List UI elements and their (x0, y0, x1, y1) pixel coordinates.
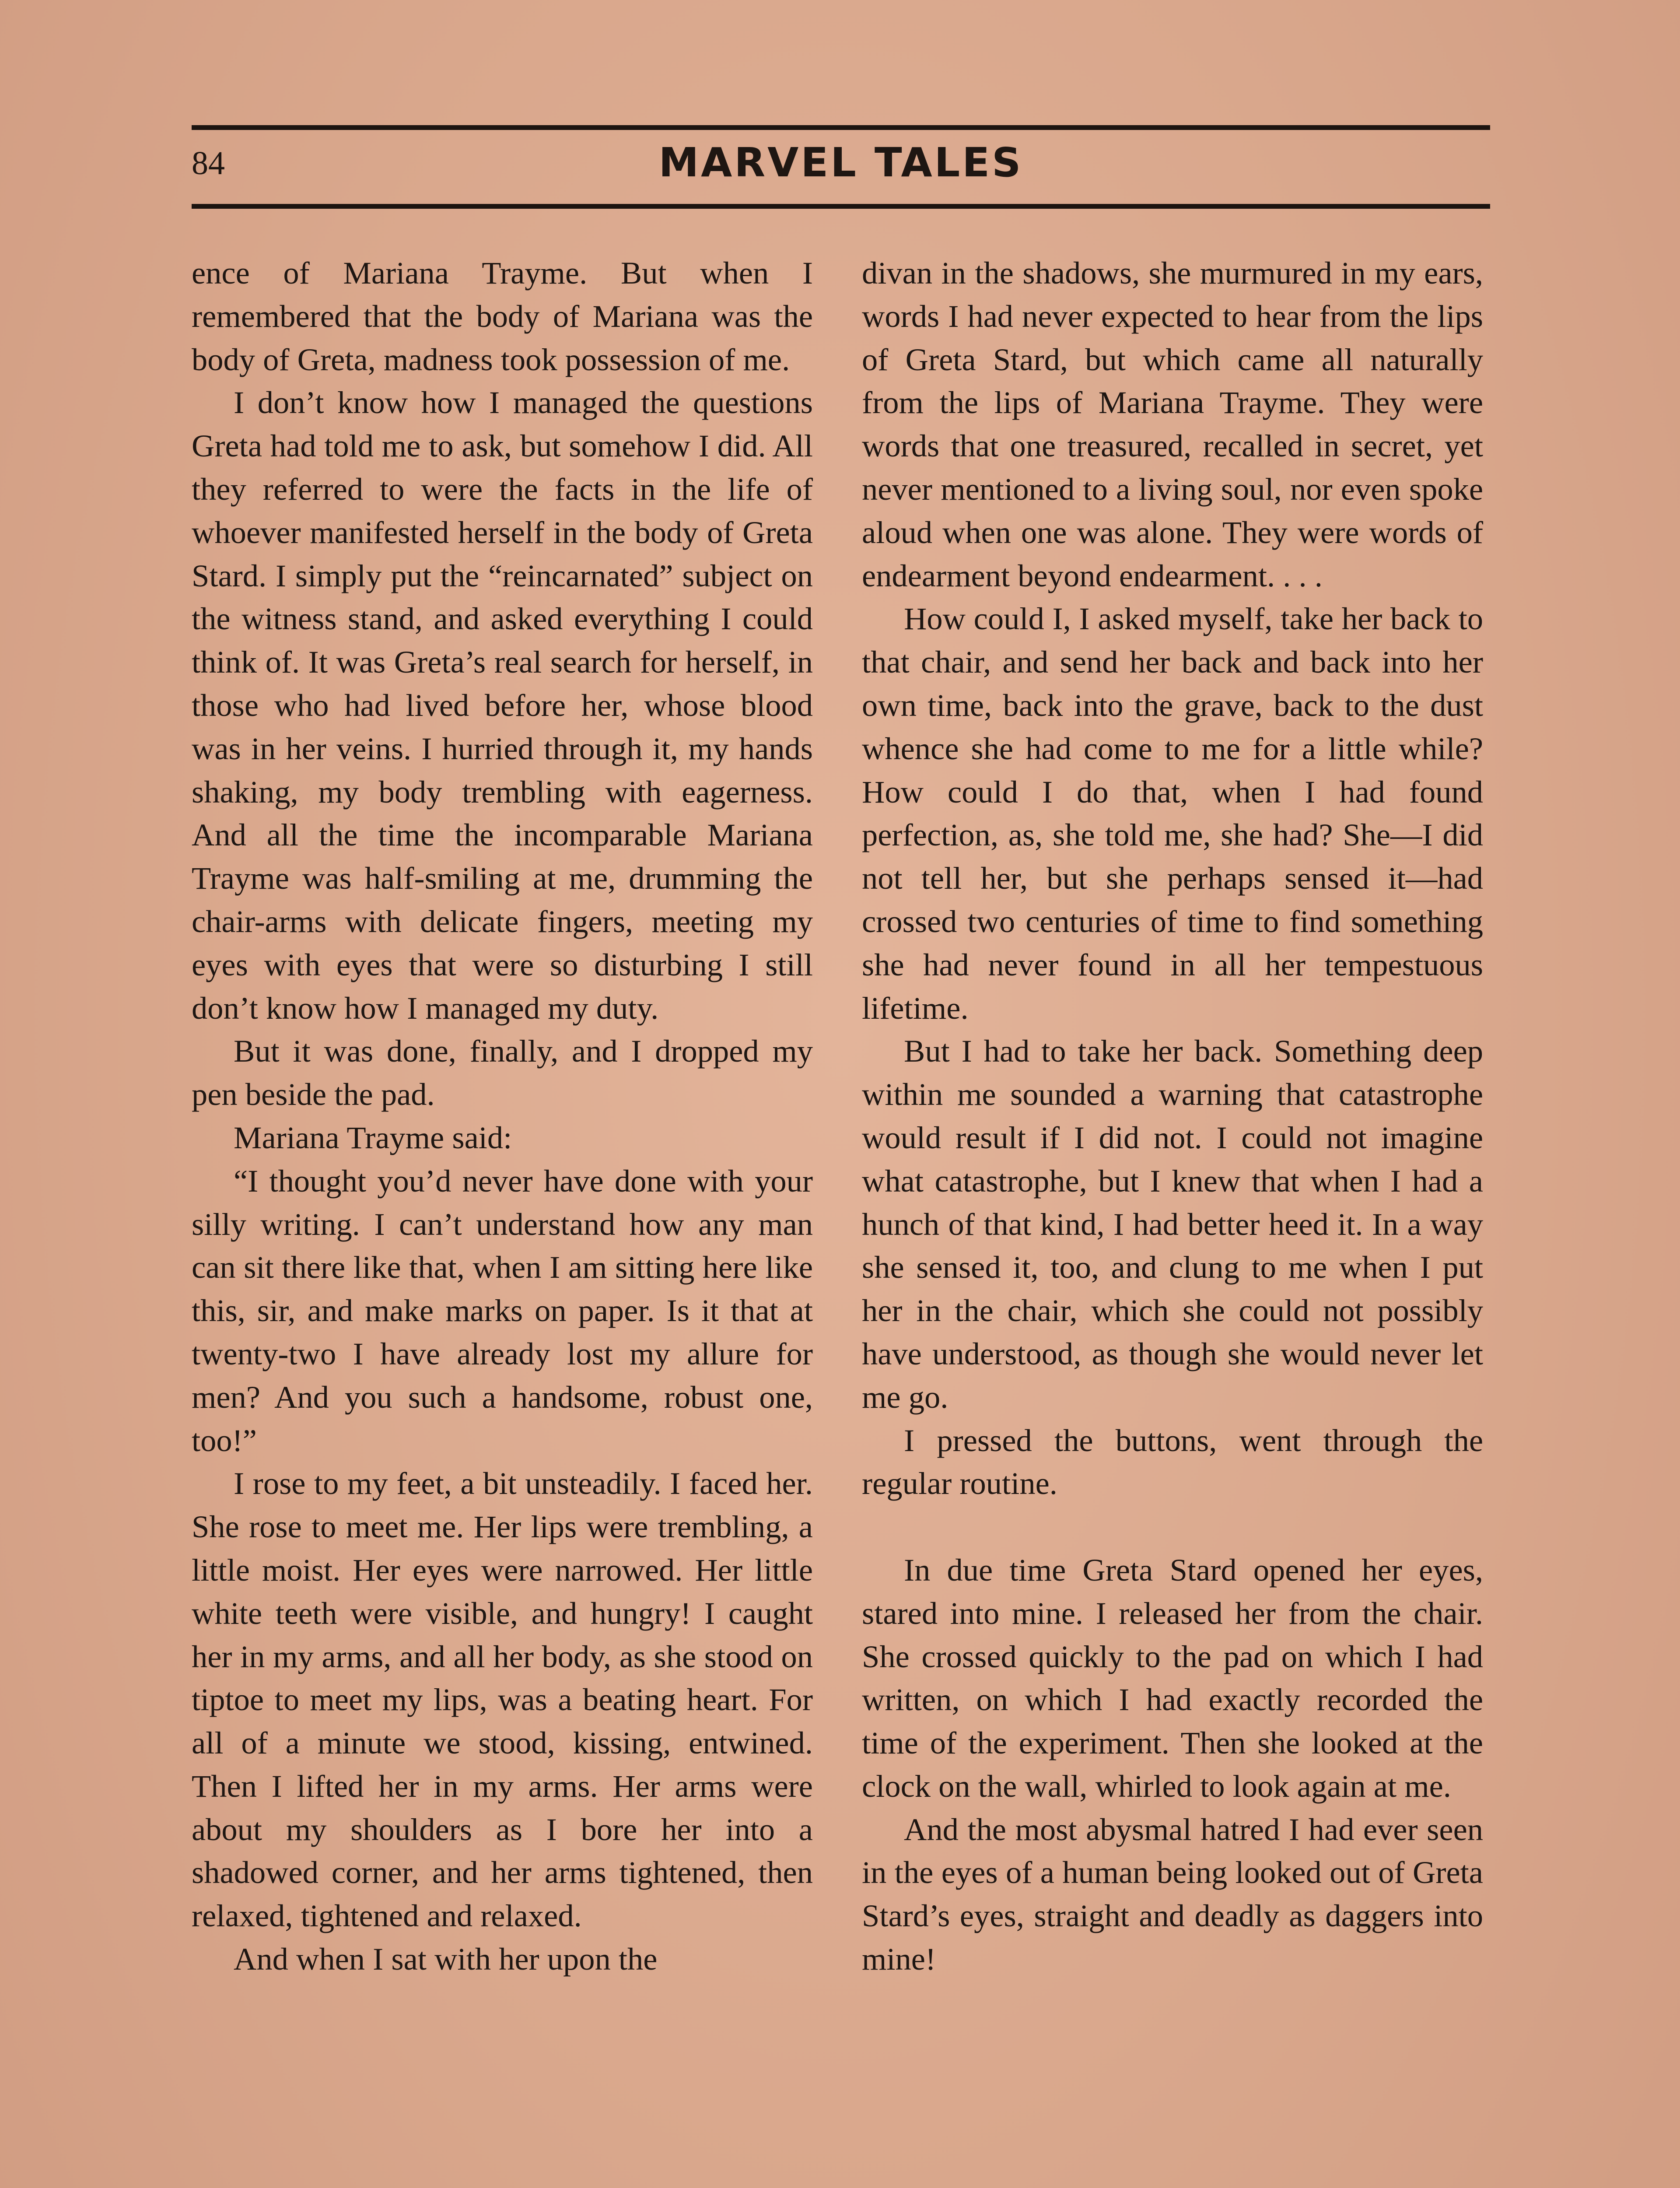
magazine-title: MARVEL TALES (658, 139, 1023, 186)
paragraph: “I thought you’d never have done with your silly writing. I can’t understand how any man can sit there like that, when I am sitting here like this, sir, and make marks on paper. Is it that at twenty-two I have already lost my allure for men? And you such a handsome, robust one, too!” (192, 1163, 813, 1458)
paragraph: divan in the shadows, she murmured in my ears, words I had never expected to hear from the lips of Greta Stard, but which came all naturally from the lips of Mariana Trayme. They were words that one treasured, recalled in secret, yet never mentioned to a living soul, nor even spoke aloud when one was alone. They were words of endearment beyond endearment. . . . (862, 255, 1483, 593)
right-column (862, 252, 1483, 1981)
paragraph: How could I, I asked myself, take her back to that chair, and send her back and back into her own time, back into the grave, back to the dust whence she had come to me for a little while? How could I do that, when I had found perfection, as, she told me, she had? She—I did not tell her, but she perhaps sensed it—had crossed two centuries of time to find something she had never found in all her tempestuous lifetime. (862, 601, 1483, 1026)
header-rule-bottom (192, 204, 1490, 209)
paragraph: ence of Mariana Trayme. But when I remembered that the body of Mariana was the body of Greta, madness took possession of me. (192, 255, 813, 377)
page-header (192, 139, 1490, 196)
paragraph: In due time Greta Stard opened her eyes, stared into mine. I released her from the chair. She crossed quickly to the pad on which I had written, on which I had exactly recorded the time of the experiment. Then she looked at the clock on the wall, whirled to look again at me. (862, 1552, 1483, 1804)
paragraph: I don’t know how I managed the questions Greta had told me to ask, but somehow I did. All they referred to were the facts in the life of whoever manifested herself in the body of Greta Stard. I simply put the “reincarnated” subject on the witness stand, and asked everything I could think of. It was Greta’s real search for herself, in those who had lived before her, whose blood was in her veins. I hurried through it, my hands shaking, my body trembling with eagerness. And all the time the incomparable Mariana Trayme was half-smiling at me, drumming the chair-arms with delicate fingers, meeting my eyes with eyes that were so disturbing I still don’t know how I managed my duty. (192, 385, 813, 1026)
paragraph: But I had to take her back. Something deep within me sounded a warning that catastrophe would result if I did not. I could not imagine what catastrophe, but I knew that when I had a hunch of that kind, I had better heed it. In a way she sensed it, too, and clung to me when I put her in the chair, which she could not possibly have understood, as though she would never let me go. (862, 1033, 1483, 1415)
page-number: 84 (192, 145, 225, 182)
paragraph: And when I sat with her upon the (234, 1941, 658, 1977)
paragraph: I pressed the buttons, went through the regular routine. (862, 1422, 1483, 1501)
left-column (192, 252, 813, 1981)
paragraph: And the most abysmal hatred I had ever seen in the eyes of a human being looked out of Greta Stard’s eyes, straight and deadly as daggers into mine! (862, 1811, 1483, 1977)
paragraph: I rose to my feet, a bit unsteadily. I faced her. She rose to meet me. Her lips were trembling, a little moist. Her eyes were narrowed. Her little white teeth were visible, and hungry! I caught her in my arms, and all her body, as she stood on tiptoe to meet my lips, was a beating heart. For all of a minute we stood, kissing, entwined. Then I lifted her in my arms. Her arms were about my shoulders as I bore her into a shadowed corner, and her arms tightened, then relaxed, tightened and relaxed. (192, 1466, 813, 1934)
header-rule-top (192, 125, 1490, 130)
paragraph: But it was done, finally, and I dropped my pen beside the pad. (192, 1033, 813, 1112)
paragraph: Mariana Trayme said: (234, 1119, 512, 1155)
